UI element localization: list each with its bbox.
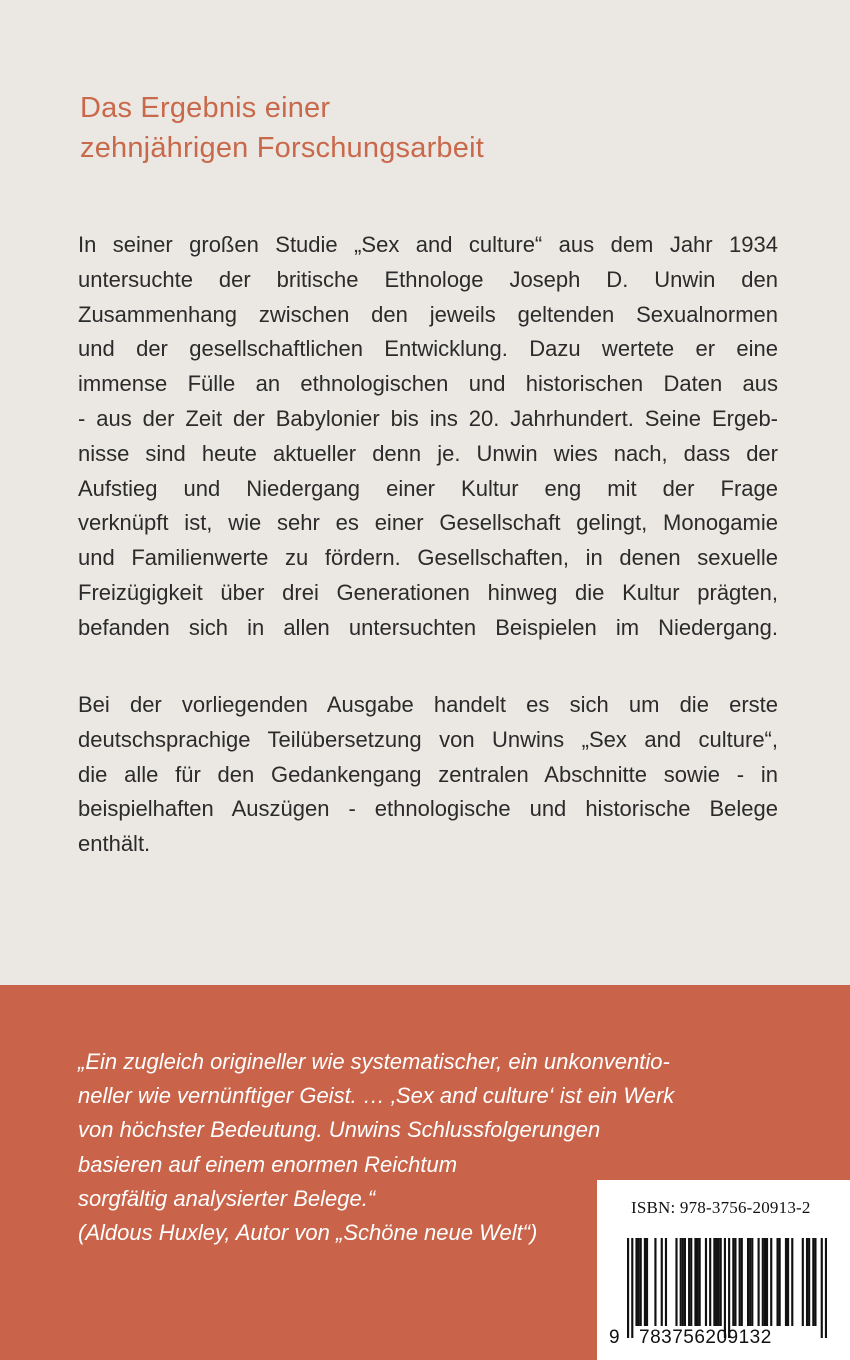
barcode-bar (766, 1238, 768, 1326)
barcode-bar (785, 1238, 787, 1326)
barcode-bar (709, 1238, 711, 1326)
barcode-bar (821, 1238, 823, 1338)
barcode-first-digit: 9 (609, 1327, 621, 1348)
barcode-bar (675, 1238, 677, 1326)
cover-heading (80, 88, 780, 168)
barcode-bar (627, 1238, 629, 1338)
barcode-bar (724, 1238, 726, 1338)
barcode-bar (635, 1238, 637, 1326)
paragraph-line: die alle für den Gedankengang zentralen Abschnitte sowie - in (78, 761, 778, 787)
description-paragraph-1 (78, 228, 778, 646)
barcode-bar (825, 1238, 827, 1338)
paragraph-line: deutschsprachige Teilübersetzung von Unwins „Sex and culture“, (78, 726, 778, 752)
barcode-bar (732, 1238, 734, 1326)
quote-line: „Ein zugleich origineller wie systematischer, ein unkonventio- (78, 1049, 670, 1074)
quote-line: basieren auf einem enormen Reichtum (78, 1151, 458, 1177)
barcode-bar (749, 1238, 751, 1326)
paragraph-line: nisse sind heute aktueller denn je. Unwin wies nach, dass der (78, 440, 778, 466)
barcode-bar (747, 1238, 749, 1326)
barcode-bar (705, 1238, 707, 1326)
barcode-bar (661, 1238, 663, 1326)
paragraph-line: und der gesellschaftlichen Entwicklung. Dazu wertete er eine (78, 336, 778, 362)
barcode-bar (680, 1238, 682, 1326)
heading-line: zehnjährigen Forschungsarbeit (80, 132, 484, 164)
barcode-bar (682, 1238, 684, 1326)
barcode-bar (764, 1238, 766, 1326)
paragraph-line: In seiner großen Studie „Sex and culture“ aus dem Jahr 1934 (78, 232, 778, 257)
barcode-bar (690, 1238, 692, 1326)
barcode-bar (751, 1238, 753, 1326)
barcode-bar (688, 1238, 690, 1326)
barcode-icon (627, 1238, 827, 1338)
paragraph-line: Zusammenhang zwischen den jeweils geltenden Sexualnormen (78, 301, 778, 327)
quote-line: von höchster Bedeutung. Unwins Schlussfolgerungen (78, 1117, 601, 1143)
barcode-bar (776, 1238, 778, 1326)
barcode-bar (741, 1238, 743, 1326)
barcode-bar (715, 1238, 717, 1326)
barcode-bar (806, 1238, 808, 1326)
barcode-digits: 783756209132 (639, 1327, 772, 1348)
barcode-bar (762, 1238, 764, 1326)
barcode-bar (644, 1238, 646, 1326)
barcode-bar (812, 1238, 814, 1326)
barcode-bar (787, 1238, 789, 1326)
barcode-bar (808, 1238, 810, 1326)
barcode-bar (694, 1238, 696, 1326)
barcode-bar (713, 1238, 715, 1326)
paragraph-line: und Familienwerte zu fördern. Gesellschaften, in denen sexuelle (78, 545, 778, 571)
barcode-bar (770, 1238, 772, 1326)
description-paragraph-2 (78, 688, 778, 862)
isbn-label: ISBN: 978-3756-20913-2 (631, 1198, 811, 1217)
barcode-bar (638, 1238, 640, 1326)
paragraph-line: Freizügigkeit über drei Generationen hinweg die Kultur prägten, (78, 579, 778, 605)
paragraph-line: beispielhaften Auszügen - ethnologische und historische Belege (78, 796, 778, 822)
barcode-bar (699, 1238, 701, 1326)
barcode-bar (654, 1238, 656, 1326)
paragraph-line: untersuchte der britische Ethnologe Joseph D. Unwin den (78, 266, 778, 292)
quote-line: sorgfältig analysierter Belege.“ (78, 1185, 376, 1211)
quote-attribution: (Aldous Huxley, Autor von „Schöne neue Welt“) (78, 1220, 538, 1246)
quote-line: neller wie vernünftiger Geist. … ‚Sex and culture‘ ist ein Werk (78, 1083, 675, 1109)
barcode-bar (728, 1238, 730, 1338)
barcode-bar (640, 1238, 642, 1326)
barcode-bar (758, 1238, 760, 1326)
barcode-bar (646, 1238, 648, 1326)
barcode-bar (802, 1238, 804, 1326)
heading-line: Das Ergebnis einer (80, 92, 331, 124)
paragraph-line: immense Fülle an ethnologischen und historischen Daten aus (78, 371, 778, 397)
barcode-bar (718, 1238, 720, 1326)
barcode-bar (739, 1238, 741, 1326)
barcode-bar (734, 1238, 736, 1326)
paragraph-line: Aufstieg und Niedergang einer Kultur eng mit der Frage (78, 475, 778, 501)
barcode-bar (631, 1238, 633, 1338)
paragraph-line: befanden sich in allen untersuchten Beispielen im Niedergang. (78, 614, 778, 640)
barcode-bar (684, 1238, 686, 1326)
barcode-bar (665, 1238, 667, 1326)
paragraph-line: Bei der vorliegenden Ausgabe handelt es sich um die erste (78, 692, 778, 717)
paragraph-line: verknüpft ist, wie sehr es einer Gesellschaft gelingt, Monogamie (78, 510, 778, 536)
barcode-bar (696, 1238, 698, 1326)
barcode-bar (814, 1238, 816, 1326)
paragraph-line: enthält. (78, 831, 151, 857)
isbn-barcode-box (597, 1180, 850, 1360)
barcode-bar (720, 1238, 722, 1326)
barcode-bar (791, 1238, 793, 1326)
barcode-bar (779, 1238, 781, 1326)
paragraph-line: - aus der Zeit der Babylonier bis ins 20. Jahrhundert. Seine Ergeb- (78, 405, 778, 431)
